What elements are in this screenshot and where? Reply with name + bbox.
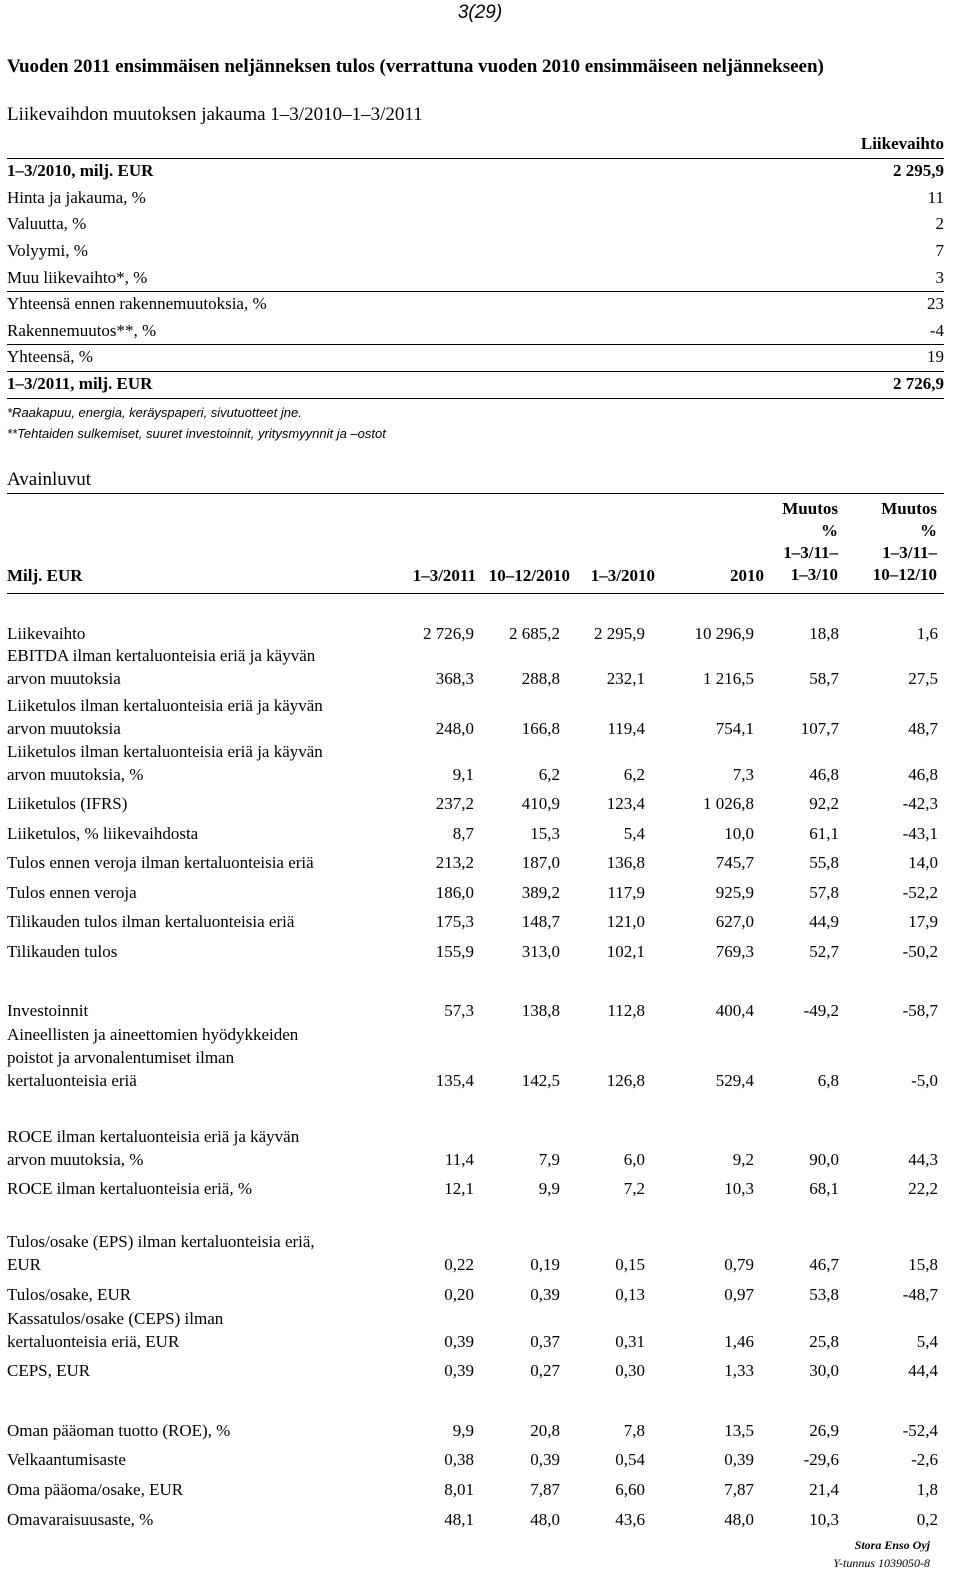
row-label-line: Tulos/osake, EUR <box>7 1285 132 1304</box>
cell-value: 10,3 <box>809 1510 839 1529</box>
row-label-line: Tulos ennen veroja <box>7 883 137 902</box>
cell-value: 237,2 <box>435 794 474 813</box>
cell-value: -5,0 <box>911 1071 938 1090</box>
cell-value: 389,2 <box>521 883 560 902</box>
cell-value: 13,5 <box>724 1421 754 1440</box>
cell-value: 48,0 <box>530 1510 560 1529</box>
cell-value: 1,33 <box>724 1361 754 1380</box>
cell-value: 368,3 <box>435 669 474 688</box>
cell-value: 46,8 <box>908 765 938 784</box>
cell-value: 754,1 <box>715 719 754 738</box>
change-header: Muutos % 1–3/11– 10–12/10 <box>872 499 937 584</box>
cell-value: 0,39 <box>444 1332 474 1351</box>
cell-value: -2,6 <box>911 1450 938 1469</box>
cell-value: 0,39 <box>530 1285 560 1304</box>
cell-value: 6,0 <box>623 1150 645 1169</box>
row-label <box>7 644 315 690</box>
cell-value: 92,2 <box>809 794 839 813</box>
cell-value: 213,2 <box>435 853 474 872</box>
cell-value: 0,37 <box>530 1332 560 1351</box>
cell-value: 46,8 <box>809 765 839 784</box>
table-row: 1–3/2010, milj. EUR 2 295,9 <box>7 161 944 180</box>
cell-value: 232,1 <box>606 669 645 688</box>
divider <box>7 291 944 292</box>
row-label <box>7 1448 126 1471</box>
cell-value: 27,5 <box>908 669 938 688</box>
cell-value: 7,2 <box>623 1179 645 1198</box>
cell-value: 0,39 <box>444 1361 474 1380</box>
table-row: Yhteensä, % 19 <box>7 347 944 366</box>
cell-value: 15,8 <box>908 1255 938 1274</box>
row-label-line: Tilikauden tulos ilman kertaluonteisia eriä <box>7 912 295 931</box>
row-label <box>7 999 88 1022</box>
row-label <box>7 622 85 645</box>
divider <box>7 158 944 159</box>
row-label <box>7 1023 298 1092</box>
row-label <box>7 740 323 786</box>
cell-value: 155,9 <box>435 942 474 961</box>
cell-value: 6,60 <box>615 1480 645 1499</box>
cell-value: 18,8 <box>809 624 839 643</box>
unit-header: Milj. EUR <box>7 566 83 585</box>
table-row <box>7 792 944 815</box>
cell-value: 0,15 <box>615 1255 645 1274</box>
table-row <box>7 822 944 845</box>
table-row <box>7 1478 944 1501</box>
table-row: 1–3/2011, milj. EUR 2 726,9 <box>7 374 944 393</box>
table-row <box>7 740 944 786</box>
cell-value: 21,4 <box>809 1480 839 1499</box>
row-label-line: Kassatulos/osake (CEPS) ilman <box>7 1309 224 1328</box>
cell-value: 400,4 <box>715 1001 754 1020</box>
cell-value: 138,8 <box>521 1001 560 1020</box>
row-label-line: arvon muutoksia, % <box>7 1150 144 1169</box>
cell-value: 186,0 <box>435 883 474 902</box>
business-id: Y-tunnus 1039050-8 <box>833 1556 930 1570</box>
cell-value: 0,19 <box>530 1255 560 1274</box>
cell-value: 0,31 <box>615 1332 645 1351</box>
cell-value: 26,9 <box>809 1421 839 1440</box>
table-row <box>7 1508 944 1531</box>
row-label-line: Oma pääoma/osake, EUR <box>7 1480 184 1499</box>
cell-value: -52,2 <box>902 883 938 902</box>
row-label-line: Oman pääoman tuotto (ROE), % <box>7 1421 231 1440</box>
table-row: Hinta ja jakauma, % 11 <box>7 188 944 207</box>
cell-value: 1,8 <box>916 1480 938 1499</box>
cell-value: -29,6 <box>803 1450 839 1469</box>
row-label-line: ROCE ilman kertaluonteisia eriä, % <box>7 1179 253 1198</box>
divider <box>7 344 944 345</box>
column-header: 1–3/2011 <box>412 566 476 585</box>
row-label-line: Liiketulos (IFRS) <box>7 794 128 813</box>
cell-value: 0,20 <box>444 1285 474 1304</box>
cell-value: 0,97 <box>724 1285 754 1304</box>
cell-value: 2 295,9 <box>594 624 645 643</box>
table-row <box>7 1023 944 1092</box>
cell-value: 0,79 <box>724 1255 754 1274</box>
table-row <box>7 1177 944 1200</box>
cell-value: 6,2 <box>538 765 560 784</box>
cell-value: 0,13 <box>615 1285 645 1304</box>
cell-value: 313,0 <box>521 942 560 961</box>
cell-value: 119,4 <box>607 719 645 738</box>
cell-value: 58,7 <box>809 669 839 688</box>
row-label-line: arvon muutoksia <box>7 669 121 688</box>
cell-value: 126,8 <box>606 1071 645 1090</box>
cell-value: 0,38 <box>444 1450 474 1469</box>
sales-breakdown-header <box>7 134 944 160</box>
sales-column-header: Liikevaihto <box>860 134 944 153</box>
row-label <box>7 1177 252 1200</box>
cell-value: 44,9 <box>809 912 839 931</box>
table-row <box>7 999 944 1022</box>
cell-value: 7,9 <box>538 1150 560 1169</box>
row-label-line: CEPS, EUR <box>7 1361 91 1380</box>
row-label-line: Liiketulos ilman kertaluonteisia eriä ja käyvän <box>7 696 323 715</box>
table-row <box>7 910 944 933</box>
cell-value: 52,7 <box>809 942 839 961</box>
cell-value: 1,46 <box>724 1332 754 1351</box>
cell-value: 1,6 <box>916 624 938 643</box>
cell-value: 769,3 <box>715 942 754 961</box>
cell-value: 175,3 <box>435 912 474 931</box>
cell-value: 10,3 <box>724 1179 754 1198</box>
row-label-line: Liiketulos, % liikevaihdosta <box>7 824 199 843</box>
cell-value: 15,3 <box>530 824 560 843</box>
table-row <box>7 940 944 963</box>
cell-value: -43,1 <box>902 824 938 843</box>
row-label-line: Liikevaihto <box>7 624 86 643</box>
cell-value: 187,0 <box>521 853 560 872</box>
table-row: Rakennemuutos**, % -4 <box>7 321 944 340</box>
cell-value: 17,9 <box>908 912 938 931</box>
row-label-line: Liiketulos ilman kertaluonteisia eriä ja käyvän <box>7 742 323 761</box>
cell-value: 7,87 <box>724 1480 754 1499</box>
cell-value: 61,1 <box>809 824 839 843</box>
cell-value: -58,7 <box>902 1001 938 1020</box>
table-row <box>7 1283 944 1306</box>
row-label-line: Tulos/osake (EPS) ilman kertaluonteisia eriä, <box>7 1232 315 1251</box>
cell-value: 20,8 <box>530 1421 560 1440</box>
cell-value: 8,7 <box>452 824 474 843</box>
row-label-line: Investoinnit <box>7 1001 89 1020</box>
row-label-line: poistot ja arvonalentumiset ilman <box>7 1048 235 1067</box>
table-row <box>7 851 944 874</box>
row-label <box>7 694 323 740</box>
row-label-line: Tulos ennen veroja ilman kertaluonteisia eriä <box>7 853 314 872</box>
key-figures-title: Avainluvut <box>7 469 92 490</box>
row-label-line: arvon muutoksia, % <box>7 765 144 784</box>
cell-value: 136,8 <box>606 853 645 872</box>
cell-value: 53,8 <box>809 1285 839 1304</box>
cell-value: 107,7 <box>800 719 839 738</box>
cell-value: 68,1 <box>809 1179 839 1198</box>
cell-value: 0,27 <box>530 1361 560 1380</box>
cell-value: 0,22 <box>444 1255 474 1274</box>
cell-value: 48,0 <box>724 1510 754 1529</box>
cell-value: 11,4 <box>444 1150 474 1169</box>
cell-value: 22,2 <box>908 1179 938 1198</box>
row-label <box>7 1230 315 1276</box>
cell-value: 123,4 <box>606 794 645 813</box>
cell-value: 166,8 <box>521 719 560 738</box>
row-label-line: EUR <box>7 1255 41 1274</box>
cell-value: 627,0 <box>715 912 754 931</box>
cell-value: 135,4 <box>435 1071 474 1090</box>
row-label <box>7 822 198 845</box>
row-label <box>7 792 127 815</box>
company-name: Stora Enso Oyj <box>854 1538 930 1552</box>
cell-value: 288,8 <box>521 669 560 688</box>
cell-value: 0,39 <box>530 1450 560 1469</box>
cell-value: 5,4 <box>623 824 645 843</box>
cell-value: 745,7 <box>715 853 754 872</box>
cell-value: 5,4 <box>916 1332 938 1351</box>
cell-value: 9,1 <box>452 765 474 784</box>
cell-value: 14,0 <box>908 853 938 872</box>
table-row <box>7 622 944 645</box>
sales-breakdown-title: Liikevaihdon muutoksen jakauma 1–3/2010–1–3/2011 <box>7 104 423 125</box>
cell-value: 0,39 <box>724 1450 754 1469</box>
table-row <box>7 1307 944 1353</box>
table-row: Yhteensä ennen rakennemuutoksia, % 23 <box>7 294 944 313</box>
table-row: Valuutta, % 2 <box>7 214 944 233</box>
table-row <box>7 694 944 740</box>
cell-value: 25,8 <box>809 1332 839 1351</box>
row-label-line: ROCE ilman kertaluonteisia eriä ja käyvän <box>7 1127 300 1146</box>
column-header: 2010 <box>730 566 764 585</box>
divider <box>7 371 944 372</box>
cell-value: 121,0 <box>606 912 645 931</box>
cell-value: 2 685,2 <box>509 624 560 643</box>
cell-value: 148,7 <box>521 912 560 931</box>
cell-value: -50,2 <box>902 942 938 961</box>
cell-value: 7,87 <box>530 1480 560 1499</box>
cell-value: -48,7 <box>902 1285 938 1304</box>
cell-value: 48,7 <box>908 719 938 738</box>
cell-value: 9,9 <box>538 1179 560 1198</box>
cell-value: 0,30 <box>615 1361 645 1380</box>
row-label-line: kertaluonteisia eriä <box>7 1071 137 1090</box>
change-header: Muutos % 1–3/11– 1–3/10 <box>782 499 838 584</box>
row-label <box>7 1283 131 1306</box>
cell-value: 55,8 <box>809 853 839 872</box>
row-label <box>7 1508 153 1531</box>
cell-value: 925,9 <box>715 883 754 902</box>
cell-value: -42,3 <box>902 794 938 813</box>
cell-value: 102,1 <box>606 942 645 961</box>
row-label <box>7 1478 183 1501</box>
cell-value: 48,1 <box>444 1510 474 1529</box>
page-number: 3(29) <box>457 2 503 23</box>
cell-value: 43,6 <box>615 1510 645 1529</box>
row-label-line: Tilikauden tulos <box>7 942 118 961</box>
footnote: *Raakapuu, energia, keräyspaperi, sivutuotteet jne. <box>7 405 302 420</box>
row-label-line: kertaluonteisia eriä, EUR <box>7 1332 180 1351</box>
table-row <box>7 1419 944 1442</box>
cell-value: 8,01 <box>444 1480 474 1499</box>
cell-value: 10,0 <box>724 824 754 843</box>
divider <box>7 398 944 399</box>
table-row <box>7 1359 944 1382</box>
cell-value: 1 216,5 <box>703 669 754 688</box>
cell-value: 30,0 <box>809 1361 839 1380</box>
table-row <box>7 881 944 904</box>
divider <box>7 593 944 594</box>
row-label <box>7 1419 230 1442</box>
cell-value: 57,3 <box>444 1001 474 1020</box>
table-row <box>7 1448 944 1471</box>
table-row <box>7 1125 944 1171</box>
cell-value: 44,4 <box>908 1361 938 1380</box>
column-header: 1–3/2010 <box>590 566 655 585</box>
cell-value: -49,2 <box>803 1001 839 1020</box>
cell-value: 12,1 <box>444 1179 474 1198</box>
table-row <box>7 1230 944 1276</box>
table-row <box>7 644 944 690</box>
row-label <box>7 910 294 933</box>
cell-value: 529,4 <box>715 1071 754 1090</box>
cell-value: -52,4 <box>902 1421 938 1440</box>
cell-value: 142,5 <box>521 1071 560 1090</box>
cell-value: 112,8 <box>607 1001 645 1020</box>
cell-value: 7,3 <box>732 765 754 784</box>
row-label <box>7 881 137 904</box>
row-label-line: arvon muutoksia <box>7 719 121 738</box>
cell-value: 46,7 <box>809 1255 839 1274</box>
row-label <box>7 940 117 963</box>
row-label <box>7 1125 299 1171</box>
cell-value: 10 296,9 <box>694 624 754 643</box>
cell-value: 9,2 <box>732 1150 754 1169</box>
row-label-line: Aineellisten ja aineettomien hyödykkeiden <box>7 1025 299 1044</box>
row-label-line: EBITDA ilman kertaluonteisia eriä ja käyvän <box>7 646 316 665</box>
table-row: Muu liikevaihto*, % 3 <box>7 268 944 287</box>
footnote: **Tehtaiden sulkemiset, suuret investoinnit, yritysmyynnit ja –ostot <box>7 426 386 441</box>
cell-value: 90,0 <box>809 1150 839 1169</box>
cell-value: 57,8 <box>809 883 839 902</box>
cell-value: 9,9 <box>452 1421 474 1440</box>
row-label-line: Velkaantumisaste <box>7 1450 126 1469</box>
cell-value: 6,2 <box>623 765 645 784</box>
row-label <box>7 851 314 874</box>
cell-value: 248,0 <box>435 719 474 738</box>
cell-value: 410,9 <box>521 794 560 813</box>
row-label <box>7 1307 223 1353</box>
cell-value: 1 026,8 <box>703 794 754 813</box>
divider <box>7 493 944 494</box>
row-label <box>7 1359 90 1382</box>
cell-value: 6,8 <box>817 1071 839 1090</box>
cell-value: 7,8 <box>623 1421 645 1440</box>
column-header: 10–12/2010 <box>488 566 570 585</box>
cell-value: 44,3 <box>908 1150 938 1169</box>
row-label-line: Omavaraisuusaste, % <box>7 1510 154 1529</box>
table-row: Volyymi, % 7 <box>7 241 944 260</box>
cell-value: 117,9 <box>607 883 645 902</box>
cell-value: 0,2 <box>916 1510 938 1529</box>
cell-value: 2 726,9 <box>423 624 474 643</box>
cell-value: 0,54 <box>615 1450 645 1469</box>
report-heading: Vuoden 2011 ensimmäisen neljänneksen tulos (verrattuna vuoden 2010 ensimmäiseen neljännekseen) <box>7 56 824 77</box>
